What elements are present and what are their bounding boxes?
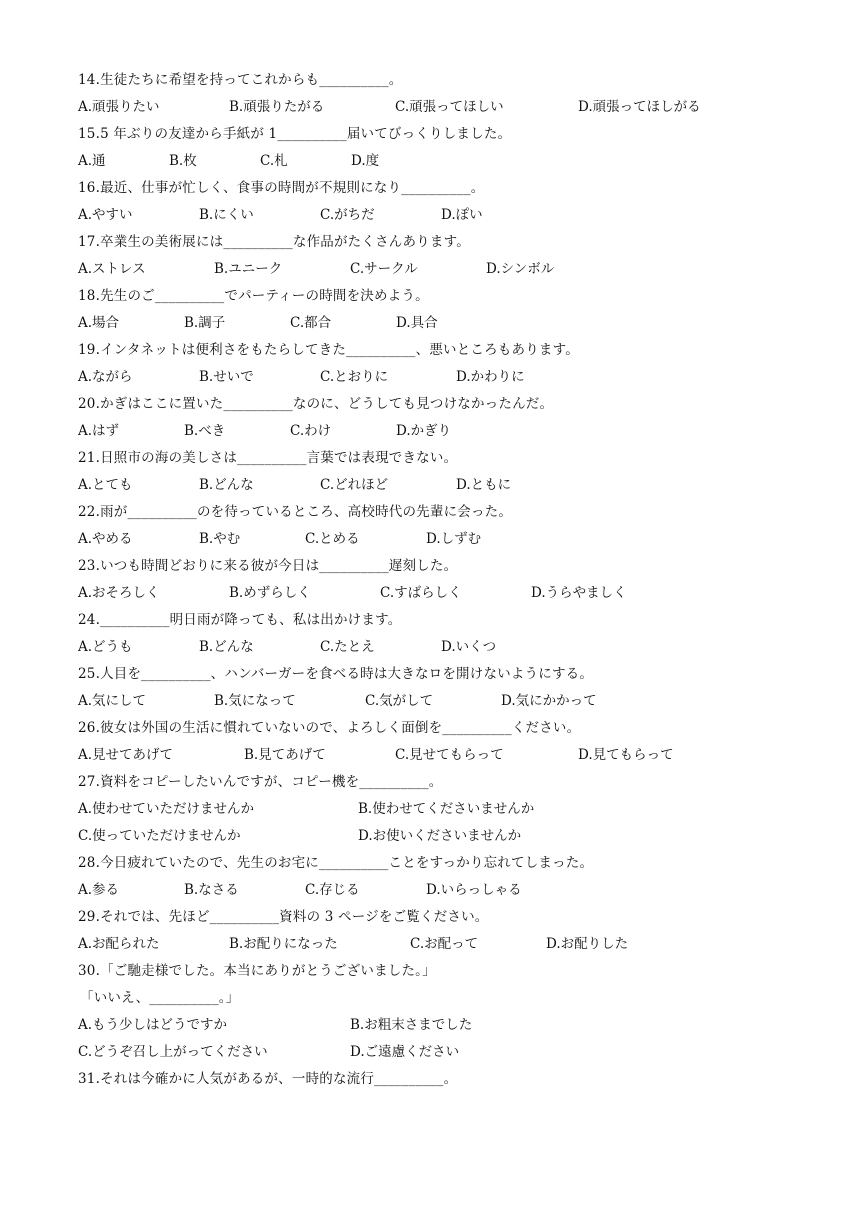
option-d: D.しずむ [426, 531, 482, 547]
option-b: B.見てあげて [244, 747, 326, 763]
option-a: A.通 [78, 153, 106, 169]
option-c: C.すばらしく [380, 585, 462, 601]
option-d: D.いくつ [441, 639, 497, 655]
option-c: C.サークル [350, 261, 418, 277]
option-b: B.お配りになった [229, 936, 338, 952]
option-c: C.がちだ [320, 207, 375, 223]
option-b: B.どんな [199, 639, 254, 655]
option-d: D.見てもらって [578, 747, 674, 763]
option-c: C.札 [260, 153, 288, 169]
option-d: D.頑張ってほしがる [578, 99, 701, 115]
option-a: A.気にして [78, 693, 147, 709]
question-20: 20.かぎはここに置いた__________なのに、どうしても見つけなかったんだ。 [78, 396, 554, 412]
option-c: C.たとえ [320, 639, 375, 655]
option-c: C.気がして [365, 693, 434, 709]
option-d: D.お使いくださいませんか [358, 828, 522, 844]
option-b: B.頑張りたがる [229, 99, 325, 115]
question-16: 16.最近、仕事が忙しく、食事の時間が不規則になり__________。 [78, 180, 485, 196]
option-a: A.ながら [78, 369, 133, 385]
option-d: D.度 [351, 153, 380, 169]
option-d: D.ぽい [441, 207, 483, 223]
option-b: B.べき [184, 423, 226, 439]
option-a: A.もう少しはどうですか [78, 1017, 228, 1033]
option-c: C.見せてもらって [395, 747, 504, 763]
option-b: B.めずらしく [229, 585, 311, 601]
option-b: B.どんな [199, 477, 254, 493]
question-22: 22.雨が__________のを待っているところ、高校時代の先輩に会った。 [78, 504, 513, 520]
option-d: D.ともに [456, 477, 512, 493]
option-d: D.ご遠慮ください [350, 1044, 460, 1060]
question-18: 18.先生のご__________でパーティーの時間を決めよう。 [78, 288, 429, 304]
question-19: 19.インタネットは便利さをもたらしてきた__________、悪いところもあります。 [78, 342, 579, 358]
option-d: D.かわりに [456, 369, 525, 385]
option-c: C.どれほど [320, 477, 389, 493]
option-d: D.気にかかって [501, 693, 597, 709]
option-a: A.ストレス [78, 261, 146, 277]
option-c: C.都合 [290, 315, 332, 331]
question-30-reply: 「いいえ、__________。」 [80, 990, 240, 1006]
option-a: A.お配られた [78, 936, 160, 952]
option-a: A.おそろしく [78, 585, 160, 601]
option-d: D.お配りした [546, 936, 629, 952]
option-b: B.枚 [169, 153, 197, 169]
option-b: B.せいで [199, 369, 254, 385]
question-29: 29.それでは、先ほど__________資料の 3 ページをご覧ください。 [78, 909, 489, 925]
question-17: 17.卒業生の美術展には__________な作品がたくさんあります。 [78, 234, 470, 250]
question-31: 31.それは今確かに人気があるが、一時的な流行__________。 [78, 1071, 458, 1087]
question-25: 25.人目を__________、ハンバーガーを食べる時は大きなロを開けないようにする。 [78, 666, 594, 682]
option-c: C.どうぞ召し上がってください [78, 1044, 268, 1060]
option-d: D.うらやましく [531, 585, 627, 601]
option-c: C.使っていただけませんか [78, 828, 241, 844]
question-23: 23.いつも時間どおりに来る彼が今日は__________遅刻した。 [78, 558, 458, 574]
question-24: 24.__________明日雨が降っても、私は出かけます。 [78, 612, 402, 628]
option-a: A.使わせていただけませんか [78, 801, 255, 817]
option-c: C.とおりに [320, 369, 389, 385]
option-b: B.なさる [184, 882, 239, 898]
option-a: A.見せてあげて [78, 747, 174, 763]
option-d: D.かぎり [396, 423, 452, 439]
option-b: B.調子 [184, 315, 226, 331]
option-d: D.具合 [396, 315, 438, 331]
option-a: A.やめる [78, 531, 133, 547]
option-c: C.わけ [290, 423, 332, 439]
question-27: 27.資料をコピーしたいんですが、コピー機を__________。 [78, 774, 443, 790]
question-26: 26.彼女は外国の生活に慣れていないので、よろしく面倒を__________ください。 [78, 720, 581, 736]
option-d: D.いらっしゃる [426, 882, 522, 898]
option-d: D.シンボル [486, 261, 555, 277]
option-a: A.やすい [78, 207, 133, 223]
question-30: 30.「ご馳走様でした。本当にありがとうございました。」 [78, 963, 436, 979]
option-a: A.参る [78, 882, 120, 898]
option-b: B.気になって [214, 693, 296, 709]
option-b: B.にくい [199, 207, 254, 223]
option-c: C.頑張ってほしい [395, 99, 504, 115]
option-a: A.とても [78, 477, 133, 493]
question-28: 28.今日疲れていたので、先生のお宅に__________ことをすっかり忘れてしまった。 [78, 855, 594, 871]
option-c: C.とめる [305, 531, 360, 547]
option-a: A.頑張りたい [78, 99, 160, 115]
option-c: C.お配って [410, 936, 479, 952]
option-b: B.お粗末さまでした [350, 1017, 473, 1033]
option-c: C.存じる [305, 882, 360, 898]
option-a: A.どうも [78, 639, 133, 655]
option-a: A.場合 [78, 315, 120, 331]
question-21: 21.日照市の海の美しさは__________言葉では表現できない。 [78, 450, 458, 466]
option-b: B.ユニーク [214, 261, 283, 277]
question-15: 15.5 年ぶりの友達から手紙が 1__________届いてびっくりしました。 [78, 126, 512, 142]
option-b: B.やむ [199, 531, 241, 547]
option-a: A.はず [78, 423, 120, 439]
question-14: 14.生徒たちに希望を持ってこれからも__________。 [78, 72, 403, 88]
option-b: B.使わせてくださいませんか [358, 801, 535, 817]
